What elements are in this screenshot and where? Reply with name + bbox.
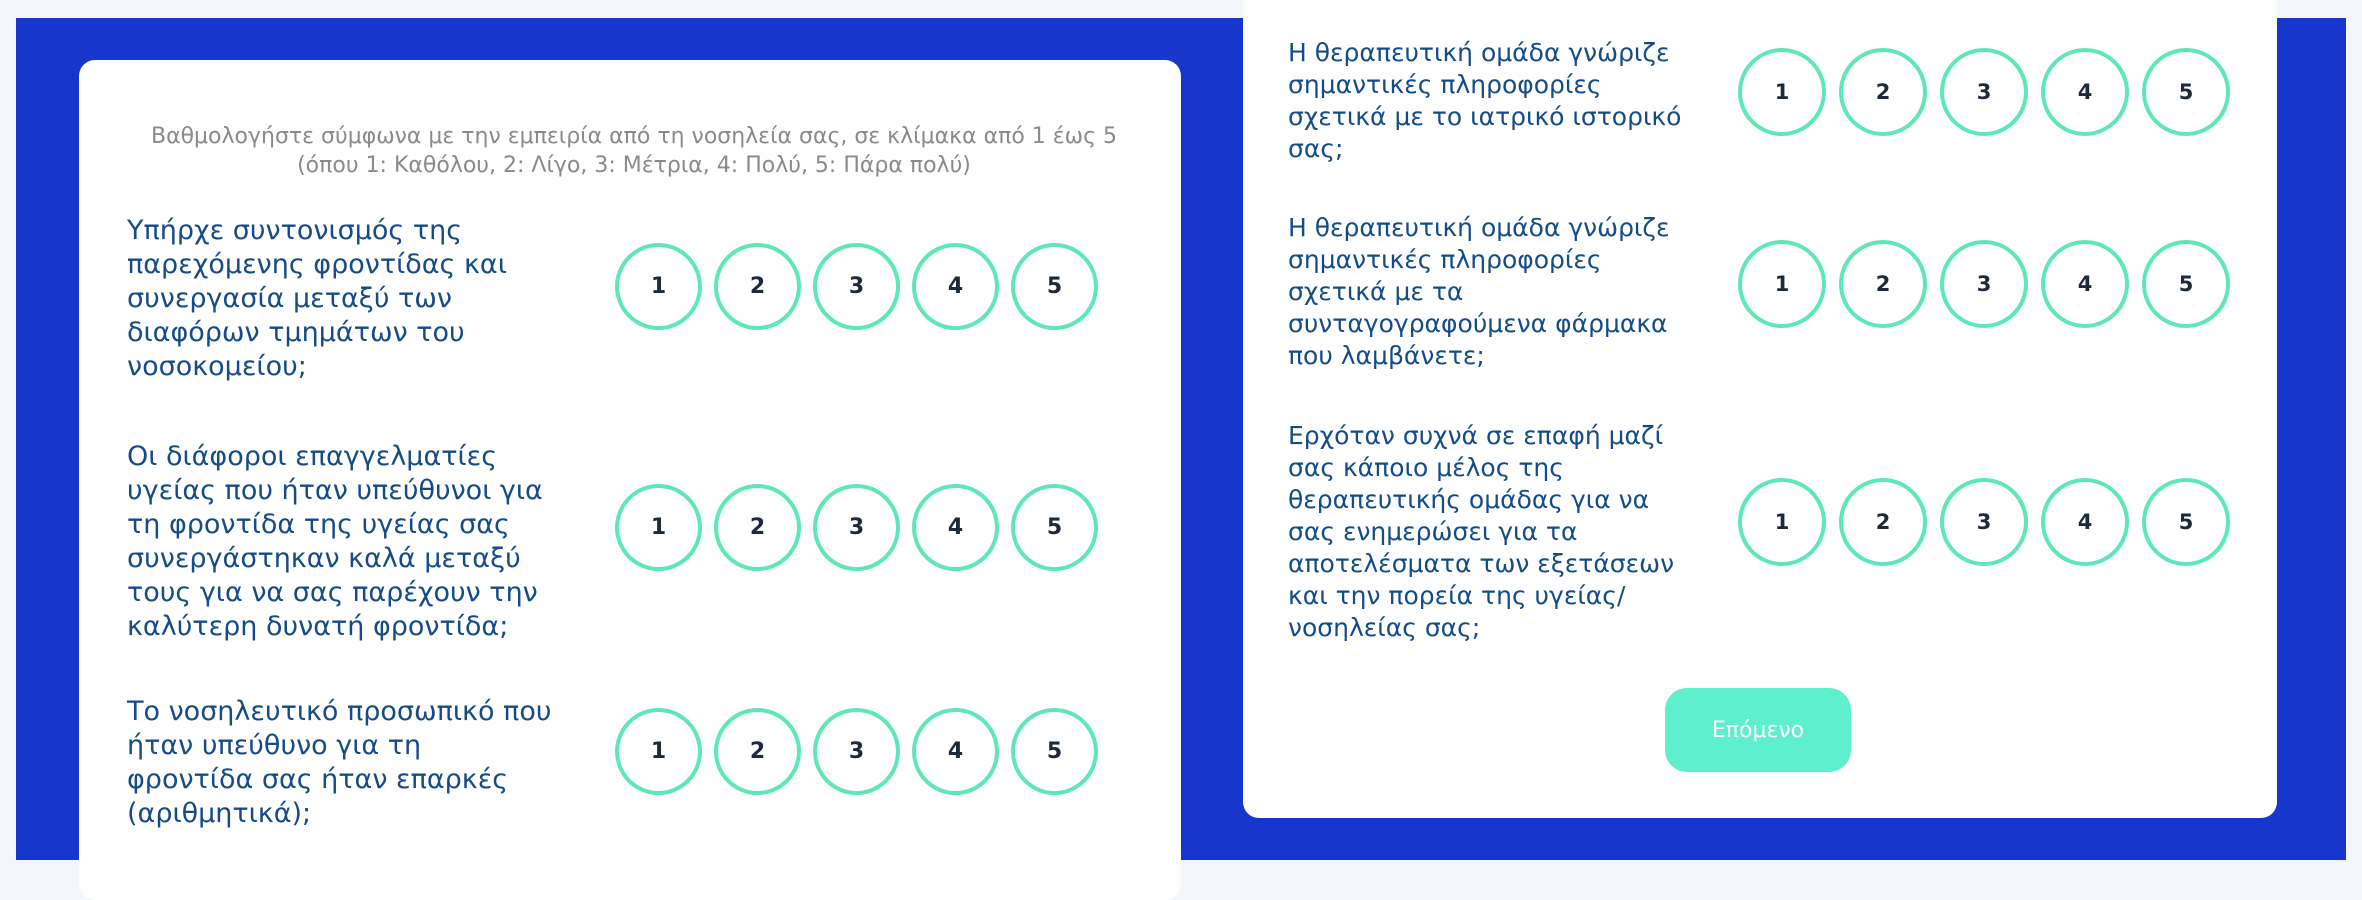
question-line: σχετικά με το ιατρικό ιστορικό [1288,102,1682,131]
rating-option-2[interactable]: 2 [1839,48,1927,136]
question-line: φροντίδα σας ήταν επαρκές [127,764,509,795]
rating-options [615,243,1098,330]
rating-option-1[interactable]: 1 [1738,48,1826,136]
question-line: Η θεραπευτική ομάδα γνώριζε [1288,38,1670,67]
question-line: σχετικά με τα [1288,277,1464,306]
rating-option-2[interactable]: 2 [714,484,801,571]
rating-options [1738,240,2230,328]
question-line: σημαντικές πληροφορίες [1288,70,1602,99]
rating-option-1[interactable]: 1 [615,484,702,571]
question-line: συνεργάστηκαν καλά μεταξύ [127,543,521,574]
question-line: ήταν υπεύθυνο για τη [127,730,422,761]
question-line: διαφόρων τμημάτων του [127,317,465,348]
question-line: Ερχόταν συχνά σε επαφή μαζί [1288,421,1664,450]
question-line: Υπήρχε συντονισμός της [127,215,463,246]
question-line: σας; [1288,134,1344,163]
question-line: τους για να σας παρέχουν την [127,577,538,608]
question-text [127,214,547,384]
rating-option-5[interactable]: 5 [2142,478,2230,566]
question-line: θεραπευτικής ομάδας για να [1288,485,1650,514]
question-line: σημαντικές πληροφορίες [1288,245,1602,274]
rating-option-1[interactable]: 1 [615,243,702,330]
question-line: νοσηλείας σας; [1288,613,1481,642]
rating-option-4[interactable]: 4 [2041,478,2129,566]
rating-option-2[interactable]: 2 [1839,240,1927,328]
rating-option-4[interactable]: 4 [912,484,999,571]
rating-options [615,484,1098,571]
rating-option-5[interactable]: 5 [1011,708,1098,795]
question-text [1288,37,1688,165]
question-text [1288,212,1688,372]
rating-option-1[interactable]: 1 [1738,240,1826,328]
rating-option-5[interactable]: 5 [1011,484,1098,571]
rating-option-2[interactable]: 2 [714,708,801,795]
question-line: Η θεραπευτική ομάδα γνώριζε [1288,213,1670,242]
question-line: συνεργασία μεταξύ των [127,283,452,314]
rating-option-3[interactable]: 3 [1940,240,2028,328]
question-line: παρεχόμενης φροντίδας και [127,249,507,280]
rating-option-2[interactable]: 2 [1839,478,1927,566]
rating-option-3[interactable]: 3 [813,708,900,795]
question-line: (αριθμητικά); [127,798,312,829]
rating-options [1738,478,2230,566]
rating-option-3[interactable]: 3 [1940,48,2028,136]
rating-option-4[interactable]: 4 [912,243,999,330]
question-line: Οι διάφοροι επαγγελματίες [127,441,498,472]
survey-card-right [1243,0,2277,818]
rating-option-3[interactable]: 3 [813,243,900,330]
question-line: σας κάποιο μέλος της [1288,453,1564,482]
instructions-line-1: Βαθμολογήστε σύμφωνα με την εμπειρία από τη νοσηλεία σας, σε κλίμακα από 1 έως 5 [151,124,1117,149]
rating-instructions [139,122,1129,180]
question-line: τη φροντίδα της υγείας σας [127,509,510,540]
question-text [127,695,587,831]
instructions-line-2: (όπου 1: Καθόλου, 2: Λίγο, 3: Μέτρια, 4: Πολύ, 5: Πάρα πολύ) [297,153,971,178]
rating-option-4[interactable]: 4 [2041,48,2129,136]
rating-option-5[interactable]: 5 [1011,243,1098,330]
rating-option-3[interactable]: 3 [1940,478,2028,566]
rating-option-4[interactable]: 4 [912,708,999,795]
question-line: σας ενημερώσει για τα [1288,517,1578,546]
rating-options [615,708,1098,795]
question-line: καλύτερη δυνατή φροντίδα; [127,611,509,642]
question-line: αποτελέσματα των εξετάσεων [1288,549,1675,578]
question-line: υγείας που ήταν υπεύθυνοι για [127,475,543,506]
rating-option-2[interactable]: 2 [714,243,801,330]
rating-option-1[interactable]: 1 [1738,478,1826,566]
question-line: νοσοκομείου; [127,351,307,382]
question-line: Το νοσηλευτικό προσωπικό που [127,696,552,727]
question-text [1288,420,1688,644]
question-line: συνταγογραφούμενα φάρμακα [1288,309,1668,338]
question-line: που λαμβάνετε; [1288,341,1485,370]
question-text [127,440,567,644]
rating-options [1738,48,2230,136]
rating-option-3[interactable]: 3 [813,484,900,571]
survey-card-left [79,60,1181,900]
next-button[interactable]: Επόμενο [1665,688,1851,772]
rating-option-4[interactable]: 4 [2041,240,2129,328]
rating-option-5[interactable]: 5 [2142,240,2230,328]
rating-option-1[interactable]: 1 [615,708,702,795]
question-line: και την πορεία της υγείας/ [1288,581,1626,610]
rating-option-5[interactable]: 5 [2142,48,2230,136]
